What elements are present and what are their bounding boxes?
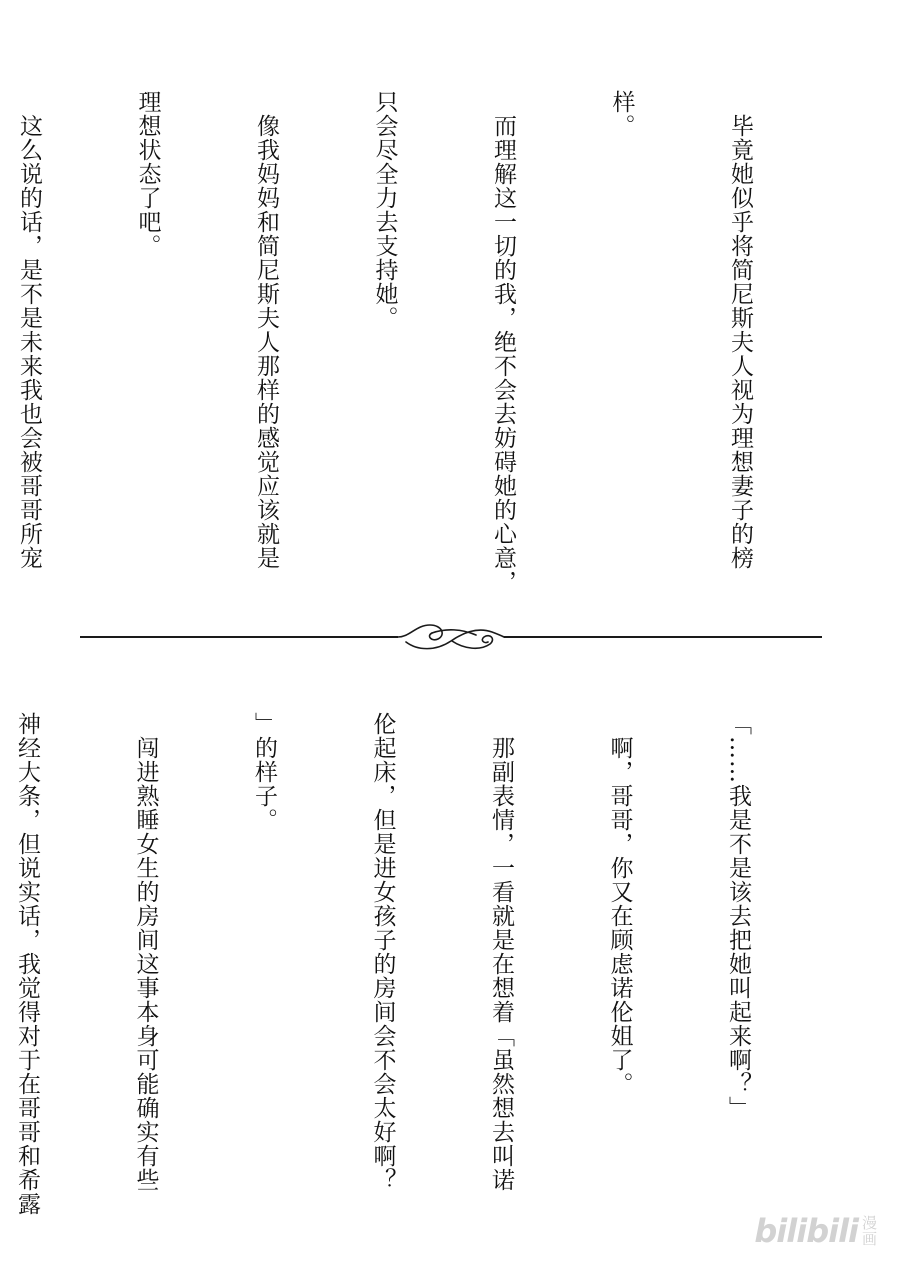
- text-line: 样。: [608, 90, 635, 138]
- text-line: 「……我是不是该去把她叫起来啊？」: [725, 712, 751, 1120]
- text-line: 伦起床，但是进女孩子的房间会不会太好啊？: [369, 712, 396, 1192]
- text-line: 」的样子。: [251, 712, 277, 832]
- text-line: 神经大条，但说实话，我觉得对于在哥哥和希露: [14, 712, 40, 1216]
- text-line: 那副表情，一看就是在想着「虽然想去叫诺: [488, 712, 514, 1192]
- ornamental-divider: [80, 611, 822, 663]
- text-line: 毕竟她似乎将简尼斯夫人视为理想妻子的榜: [727, 90, 753, 570]
- text-line: 像我妈妈和简尼斯夫人那样的感觉应该就是: [253, 90, 279, 570]
- text-line: 而理解这一切的我，绝不会去妨碍她的心意，: [490, 90, 516, 594]
- bilibili-logo-text: bilibili: [754, 1212, 858, 1250]
- bilibili-manga-watermark: [708, 1209, 878, 1253]
- text-line: 只会尽全力去支持她。: [371, 90, 398, 330]
- bottom-text-block: [14, 712, 836, 1224]
- top-text-block: [16, 90, 838, 610]
- text-line: 啊，哥哥，你又在顾虑诺伦姐了。: [606, 712, 633, 1096]
- divider-flourish: [398, 625, 504, 649]
- text-line: 这么说的话，是不是未来我也会被哥哥所宠: [16, 90, 42, 570]
- text-line: 闯进熟睡女生的房间这事本身可能确实有些: [132, 712, 159, 1192]
- text-line: 理想状态了吧。: [134, 90, 161, 258]
- manga-label: 漫画: [862, 1214, 878, 1248]
